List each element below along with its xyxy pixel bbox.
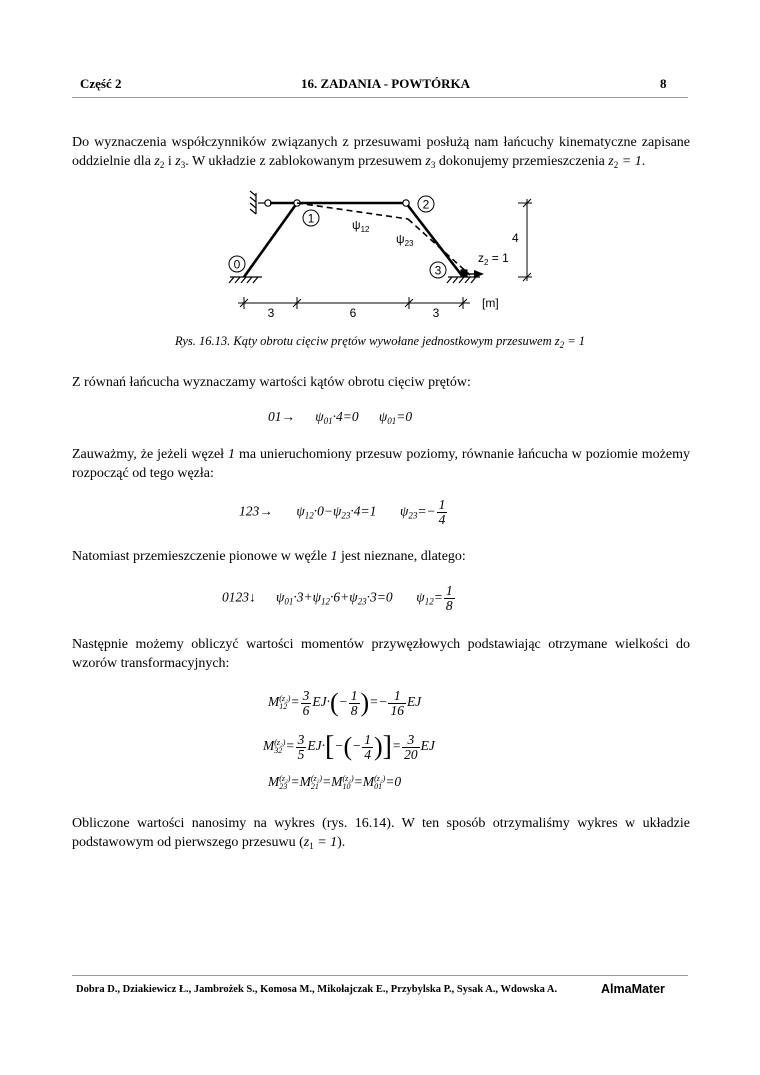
node-3-label: 3 xyxy=(434,263,442,278)
frame-figure xyxy=(0,0,760,330)
equation-chain-01: 01→ $\psi_{01}\cdot 4=0$ $\psi_{01}=0$ xyxy=(268,409,413,426)
header-page-number: 8 xyxy=(660,76,667,91)
paragraph-intro: Do wyznaczenia współczynników związanych z przesuwami posłużą nam łańcuchy kinematyczne zapisane oddzielnie dla $z_2$ i $z_3$. W układzie z zablokowanym przesuwem $z_3$ dokonujemy przemieszczenia $z_2 = 1$. xyxy=(72,135,690,170)
figure-caption: Rys. 16.13. Kąty obrotu cięciw prętów wywołane jednostkowym przesuwem $z_2 = 1$ xyxy=(174,334,586,350)
footer-rule xyxy=(72,975,688,976)
support-node-0 xyxy=(229,277,262,283)
equation-chain-123: 123→ $\psi_{12}\cdot 0-\psi_{23}\cdot 4=1$ $\psi_{23}=-$ $\frac{1}{4}$ xyxy=(239,497,446,527)
equation-moments-zero: M (z₂) 23 =M (z₂) 21 =M (z₂) 10 =M (z₂) 01 =0 xyxy=(268,773,402,791)
paragraph-chain-equations: Z równań łańcucha wyznaczamy wartości kątów obrotu cięciw prętów: xyxy=(72,375,471,390)
node-0-label: 0 xyxy=(233,257,241,272)
node-1-label: 1 xyxy=(307,211,315,226)
hinge-node-2 xyxy=(403,200,409,206)
psi12-label: $\psi_{12}$ xyxy=(352,218,370,234)
node-2-label: 2 xyxy=(422,197,430,212)
dimension-label-3: 3 xyxy=(432,306,440,320)
paragraph-moments-intro: Następnie możemy obliczyć wartości momentów przywęzłowych podstawiając otrzymane wielkości do wzorów transformacyjnych: xyxy=(72,637,690,671)
paragraph-vertical-displacement: Natomiast przemieszczenie pionowe w węźle 1 jest nieznane, dlatego: xyxy=(72,549,466,564)
header-part: Część 2 xyxy=(80,76,122,91)
dimension-label-1: 3 xyxy=(267,306,275,320)
unit-label: [m] xyxy=(482,296,499,310)
header-chapter-title: 16. ZADANIA - POWTÓRKA xyxy=(301,76,471,91)
dimension-height xyxy=(518,199,532,281)
dimension-label-2: 6 xyxy=(349,306,357,320)
paragraph-node-1-note: Zauważmy, że jeżeli węzeł 1 ma unieruchomiony przesuw poziomy, równanie łańcucha w poziomie możemy rozpocząć od tego węzła: xyxy=(72,447,691,481)
equation-moment-12: M (z₂) 12 = $\frac{3}{6}$ EJ·(− $\frac{1}{8}$ )=− $\frac{1}{16}$ EJ xyxy=(268,687,422,718)
support-left-pin xyxy=(250,191,271,214)
equation-chain-0123: 0123↓ $\psi_{01}\cdot 3+\psi_{12}\cdot 6+\psi_{23}\cdot 3=0$ $\psi_{12}=$ $\frac{1}{8}$ xyxy=(222,583,453,613)
footer-authors: Dobra D., Dziakiewicz Ł., Jambrożek S., Komosa M., Mikołajczak E., Przybylska P., Sysak A., Wdowska A. xyxy=(76,984,558,995)
psi23-label: $\psi_{23}$ xyxy=(396,232,414,248)
z2-label: $z_2 = 1$ xyxy=(478,251,509,267)
footer-brand: AlmaMater xyxy=(601,982,665,996)
equation-moment-32: M (z₂) 32 = $\frac{3}{5}$ EJ·[−(− $\frac{1}{4}$ )]= $\frac{3}{20}$ EJ xyxy=(263,731,435,762)
paragraph-conclusion: Obliczone wartości nanosimy na wykres (rys. 16.14). W ten sposób otrzymaliśmy wykres w układzie podstawowym od pierwszego przesuwu $(z_1 = 1)$. xyxy=(72,816,690,851)
dimension-height-label: 4 xyxy=(512,231,519,245)
